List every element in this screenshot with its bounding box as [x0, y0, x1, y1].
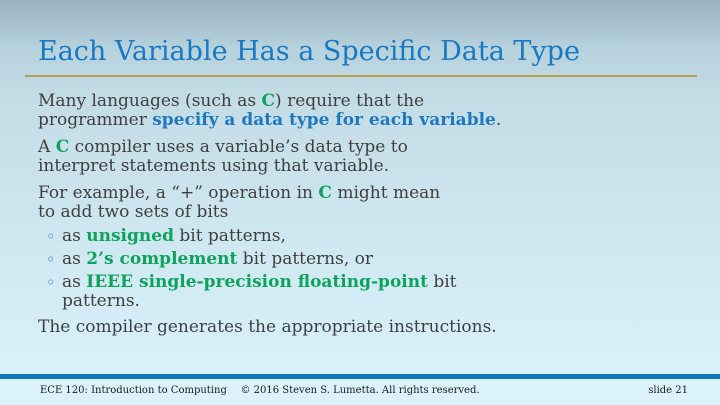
footer-course: ECE 120: Introduction to Computing [40, 385, 227, 396]
text-segment: as [62, 249, 87, 269]
emphasis-green: C [55, 137, 70, 157]
text-segment: programmer [38, 110, 153, 130]
text-segment: patterns. [62, 291, 140, 311]
text-segment: to add two sets of bits [38, 202, 229, 222]
bullet-item [46, 250, 501, 269]
bullet-icon: ◦ [46, 227, 56, 246]
title-underline [25, 75, 697, 77]
body-paragraph [38, 318, 501, 337]
text-segment: ) require that the [275, 91, 425, 111]
bullet-icon: ◦ [46, 250, 56, 269]
text-segment: bit patterns, or [237, 249, 374, 269]
text-line [62, 227, 501, 246]
text-line [38, 157, 501, 176]
text-segment: as [62, 226, 87, 246]
text-segment: . [495, 110, 502, 130]
text-segment: For example, a “+” operation in [38, 183, 319, 203]
text-line [38, 111, 501, 130]
text-segment: A [38, 137, 56, 157]
text-line [38, 138, 501, 157]
bullet-icon: ◦ [46, 273, 56, 292]
text-segment: interpret statements using that variable. [38, 156, 390, 176]
slide-body [38, 92, 501, 345]
text-segment: Many languages (such as [38, 91, 262, 111]
text-segment: bit [427, 272, 457, 292]
body-paragraph [38, 184, 501, 222]
text-line [62, 250, 501, 269]
body-paragraph [38, 138, 501, 176]
text-segment: The compiler generates the appropriate instructions. [38, 317, 497, 337]
body-paragraph [38, 92, 501, 130]
text-line [62, 273, 501, 292]
text-line [62, 292, 501, 311]
text-segment: might mean [331, 183, 441, 203]
bullet-item [46, 227, 501, 246]
text-line [38, 184, 501, 203]
emphasis-green: C [318, 183, 332, 203]
bullet-item [46, 273, 501, 311]
footer-slide-number: slide 21 [648, 385, 688, 396]
footer-copyright: © 2016 Steven S. Lumetta. All rights reserved. [240, 385, 480, 396]
text-line [38, 318, 501, 337]
emphasis-blue: specify a data type for each variable [152, 110, 496, 130]
emphasis-green: unsigned [86, 226, 174, 246]
emphasis-green: 2’s complement [86, 249, 238, 269]
emphasis-green: C [261, 91, 276, 111]
emphasis-green: IEEE single-precision floating-point [86, 272, 428, 292]
text-segment: as [62, 272, 87, 292]
text-segment: bit patterns, [173, 226, 286, 246]
text-line [38, 92, 501, 111]
text-segment: compiler uses a variable’s data type to [69, 137, 408, 157]
text-line [38, 203, 501, 222]
footer [0, 379, 720, 405]
page-title: Each Variable Has a Specific Data Type [38, 36, 580, 67]
